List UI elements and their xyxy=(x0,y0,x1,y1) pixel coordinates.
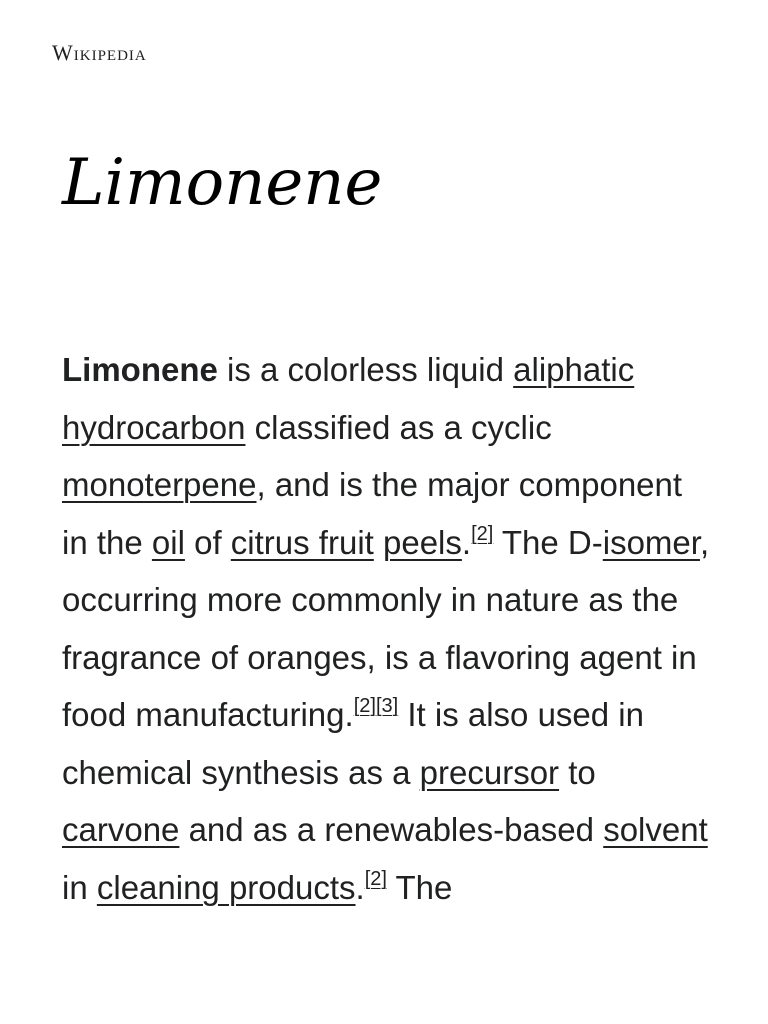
link-citrus-fruit[interactable]: citrus fruit xyxy=(230,523,374,561)
text-run: classified as a cyclic xyxy=(245,408,552,446)
text-run: to xyxy=(559,753,596,791)
text-run: of xyxy=(184,523,231,561)
text-run xyxy=(374,524,383,561)
link-precursor[interactable]: precursor xyxy=(419,753,560,791)
citation-link-2[interactable]: [2] xyxy=(471,522,494,545)
text-run: and as a renewables-based xyxy=(179,811,604,848)
citation-link-2[interactable]: [2] xyxy=(364,867,387,890)
text-run: is a colorless liquid xyxy=(217,351,514,388)
link-monoterpene[interactable]: monoterpene xyxy=(62,466,257,503)
text-run: . xyxy=(461,523,472,561)
text-run: It is also used in chemical synthesis as a xyxy=(62,696,644,791)
link-aliphatic-hydrocarbon[interactable]: aliphatic hydrocarbon xyxy=(62,351,635,446)
page-title: Limonene xyxy=(62,146,383,220)
intro-paragraph xyxy=(62,341,712,916)
text-run: in xyxy=(62,868,97,906)
text-run: , occurring more commonly in nature as the fragrance of oranges, is a flavoring agent in food manufacturing. xyxy=(62,523,710,733)
citation-ref xyxy=(365,868,387,890)
citation-link-3[interactable]: [3] xyxy=(375,695,399,717)
link-cleaning-products[interactable]: cleaning products xyxy=(96,868,356,906)
text-run: . xyxy=(355,868,365,906)
text-run: The xyxy=(386,868,453,906)
link-isomer[interactable]: isomer xyxy=(602,523,700,561)
link-carvone[interactable]: carvone xyxy=(62,811,180,848)
citation-link-2[interactable]: [2] xyxy=(353,695,376,717)
citation-ref xyxy=(471,523,493,545)
bold-term: Limonene xyxy=(62,351,218,388)
wikipedia-wordmark-logo[interactable]: Wikipedia xyxy=(52,40,147,65)
link-solvent[interactable]: solvent xyxy=(603,811,708,848)
link-peels[interactable]: peels xyxy=(383,523,462,561)
link-oil[interactable]: oil xyxy=(151,523,185,561)
text-run: The D- xyxy=(493,523,603,561)
text-run: , and is the major component in the xyxy=(62,466,683,561)
citation-ref xyxy=(354,695,399,717)
